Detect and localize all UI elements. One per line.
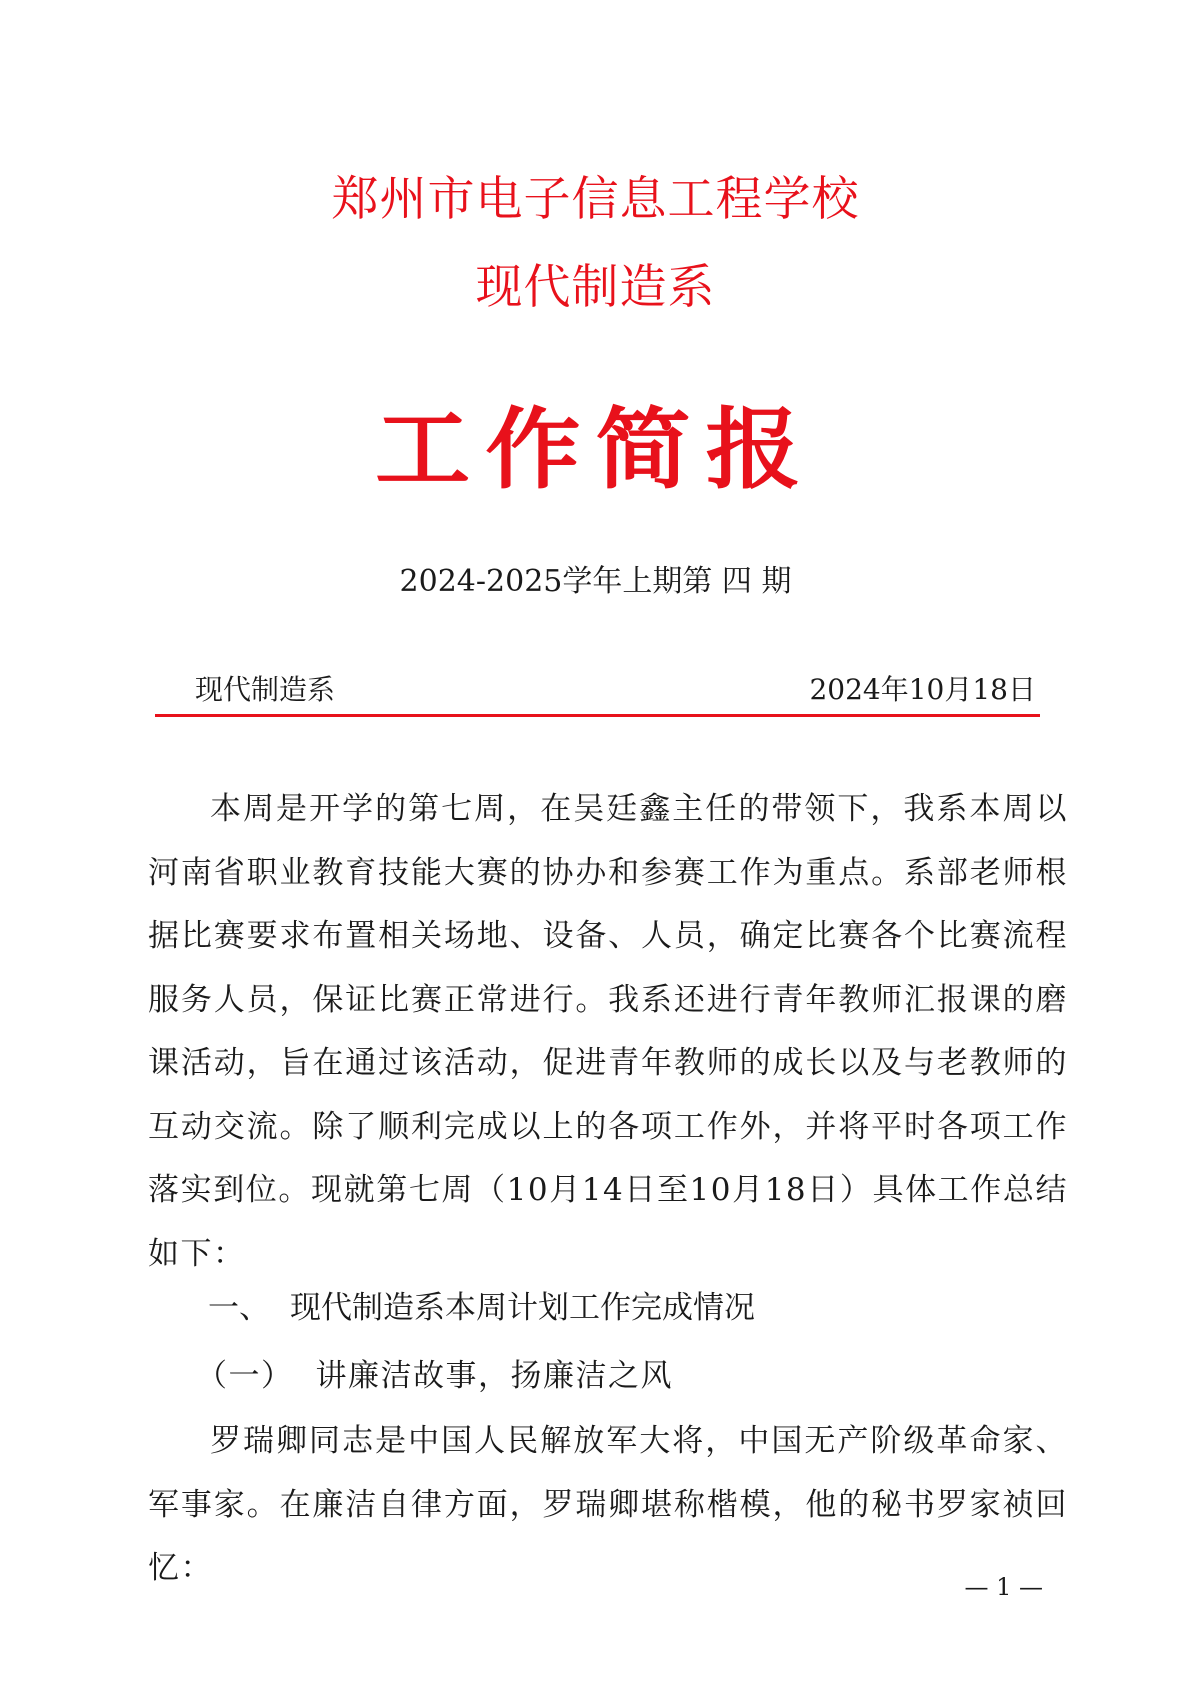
issue-number: 2024-2025学年上期第 四 期: [399, 564, 792, 599]
subsection-heading: [196, 1354, 673, 1398]
intro-paragraph: 本周是开学的第七周，在吴廷鑫主任的带领下，我系本周以河南省职业教育技能大赛的协办和参赛工作为重点。系部老师根据比赛要求布置相关场地、设备、人员，确定比赛各个比赛流程服务人员，保证比赛正常进行。我系还进行青年教师汇报课的磨课活动，旨在通过该活动，促进青年教师的成长以及与老教师的互动交流。除了顺利完成以上的各项工作外，并将平时各项工作落实到位。现就第七周（10月14日至10月18日）具体工作总结如下：: [148, 791, 1068, 1272]
section-title: 现代制造系本周计划工作完成情况: [290, 1290, 755, 1326]
issue-date: 2024年10月18日: [809, 673, 1036, 706]
section-heading: [208, 1286, 755, 1330]
red-divider-line: [155, 714, 1040, 717]
issuer: 现代制造系: [195, 673, 336, 706]
section-number: 一、: [208, 1290, 270, 1326]
school-name: 郑州市电子信息工程学校: [331, 172, 860, 227]
subsection-number: （一）: [196, 1358, 294, 1394]
subsection-title: 讲廉洁故事，扬廉洁之风: [315, 1358, 673, 1394]
page-number: — 1 —: [964, 1573, 1043, 1601]
story-paragraph: 罗瑞卿同志是中国人民解放军大将，中国无产阶级革命家、军事家。在廉洁自律方面，罗瑞卿堪称楷模，他的秘书罗家祯回忆：: [148, 1423, 1068, 1586]
bulletin-title: 工作简报: [375, 398, 816, 501]
department-title: 现代制造系: [475, 260, 716, 315]
